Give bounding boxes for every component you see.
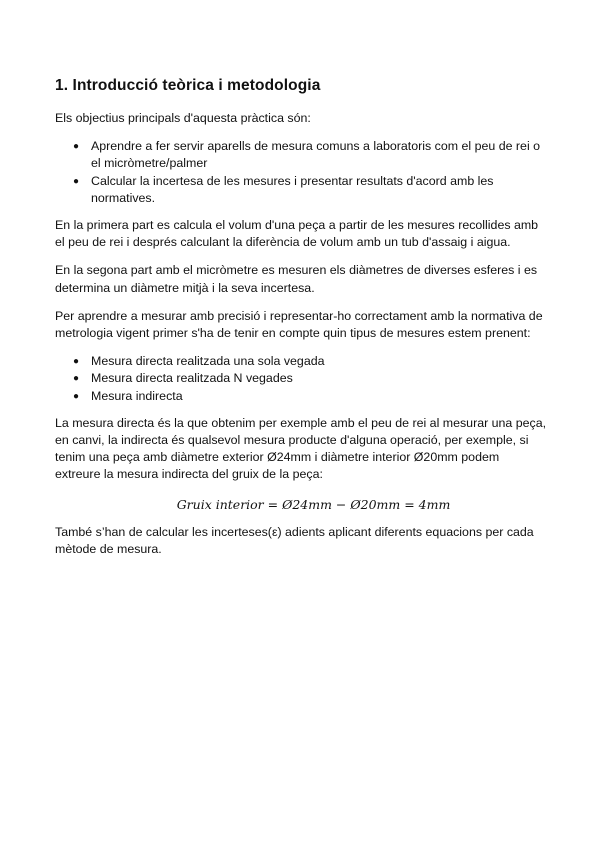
paragraph-types-intro: Per aprendre a mesurar amb precisió i representar-ho correctament amb la normativa de metrologia vigent primer s'ha de tenir en compte quin tipus de mesures estem prenent:: [55, 308, 543, 341]
paragraph-final: També s’han de calcular les incerteses(ε) adients aplicant diferents equacions per cada mètode de mesura.: [55, 524, 534, 556]
bullet-icon: ●: [73, 373, 80, 385]
list-item-text: Calcular la incertesa de les mesures i presentar resultats d'acord amb les normatives.: [91, 173, 494, 205]
measure-types-list: [55, 353, 548, 405]
bullet-icon: ●: [73, 175, 80, 187]
paragraph-example: La mesura directa és la que obtenim per exemple amb el peu de rei al mesurar una peça, en canvi, la indirecta és qualsevol mesura producte d'alguna operació, per exemple, si tenim una peça amb diàmetre exterior Ø24mm i diàmetre interior Ø20mm podem extreure la mesura indirecta del gruix de la peça:: [55, 415, 547, 482]
bullet-icon: ●: [73, 390, 80, 402]
list-item: [55, 353, 548, 370]
list-item-text: Mesura directa realitzada una sola vegada: [91, 354, 325, 369]
section-heading: 1. Introducció teòrica i metodologia: [55, 77, 321, 94]
objectives-intro: Els objectius principals d'aquesta pràctica són:: [55, 111, 311, 125]
paragraph-part2: En la segona part amb el micròmetre es mesuren els diàmetres de diverses esferes i es determina un diàmetre mitjà i la seva incertesa.: [55, 263, 538, 295]
paragraph-part1: En la primera part es calcula el volum d'una peça a partir de les mesures recollides amb el peu de rei i després calculant la diferència de volum amb un tub d'assaig i aigua.: [55, 218, 539, 250]
list-item: [55, 388, 548, 405]
list-item: [55, 370, 548, 387]
bullet-icon: ●: [73, 356, 80, 368]
formula: Gruix interior = Ø24mm − Ø20mm = 4mm: [176, 496, 451, 512]
list-item-text: Aprendre a fer servir aparells de mesura comuns a laboratoris com el peu de rei o el micròmetre/palmer: [91, 139, 541, 171]
list-item-text: Mesura directa realitzada N vegades: [91, 371, 293, 386]
list-item: [55, 138, 548, 172]
list-item: [55, 173, 548, 207]
objectives-list: [55, 138, 548, 207]
bullet-icon: ●: [73, 141, 80, 153]
list-item-text: Mesura indirecta: [91, 388, 183, 403]
